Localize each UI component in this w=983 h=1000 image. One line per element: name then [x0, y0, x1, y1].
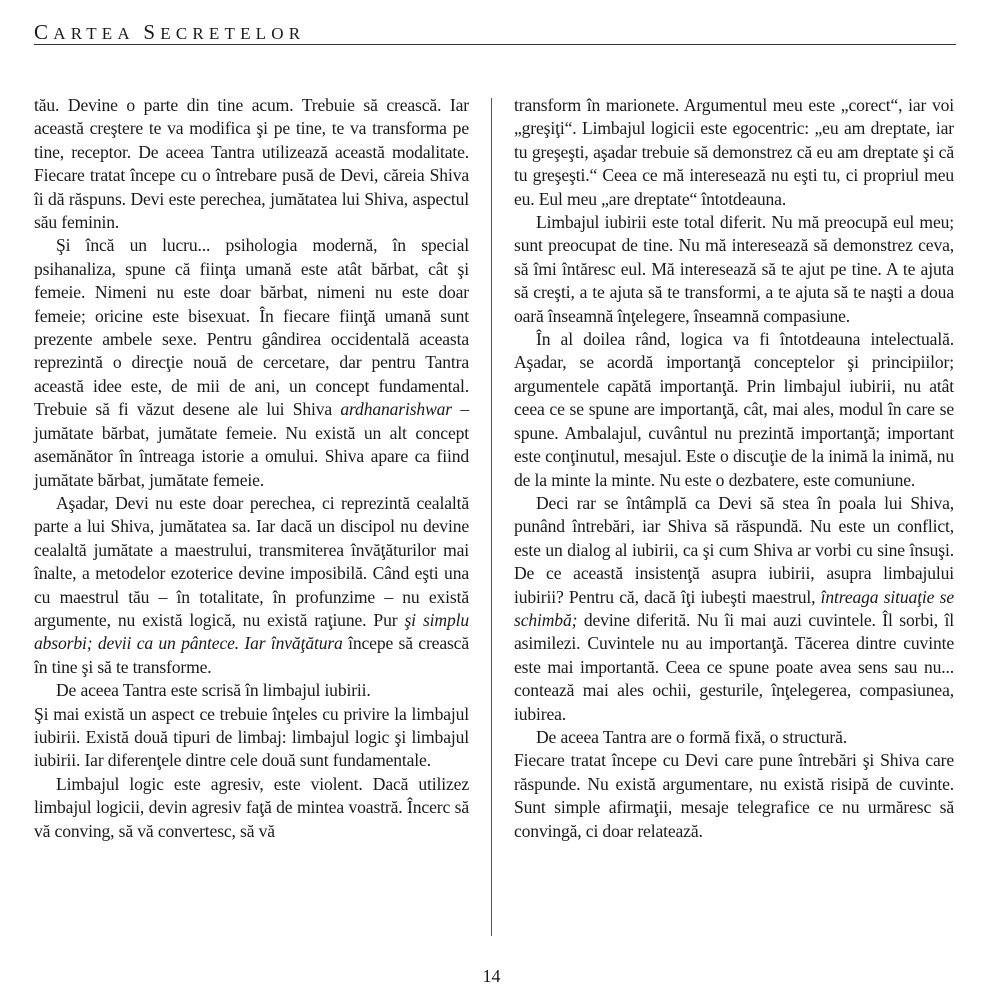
right-paragraph-2: Limbajul iubirii este total diferit. Nu mă preocupă eul meu; sunt preocupat de tine. Nu mă interesează să demonstrez ceva, să îmi întăresc eul. Mă interesează să te ajut pe tine. A te ajuta să creşti, a te ajuta să te transformi, a te ajuta să te naşti a doua oară înseamnă înţelegere, înseamnă compasiune. — [514, 212, 954, 326]
left-paragraph-2-text-a: Şi încă un lucru... psihologia modernă, în special psihanaliza, spune că fiinţa umană este atât bărbat, cât şi femeie. Nimeni nu este doar bărbat, nimeni nu este doar femeie; oricine este bisexuat. În fiecare fiinţă umană sunt prezente ambele sexe. Pentru gândirea occidentală aceasta reprezintă o direcţie nouă de cercetare, dar pentru Tantra această idee este, de mii de ani, un concept fundamental. Trebuie să fi văzut desene ale lui Shiva — [34, 235, 469, 420]
right-paragraph-1: transform în marionete. Argumentul meu este „corect“, iar voi „greşiţi“. Limbajul logicii este egocentric: „eu am dreptate, iar tu greşeşti, aşadar trebuie să demonstrez că eu am dreptate şi că tu greşeşti.“ Ceea ce mă interesează nu eşti tu, ci propriul meu eu. Eul meu „are dreptate“ întotdeauna. — [514, 95, 954, 209]
left-paragraph-2-text-b: – jumătate bărbat, jumătate femeie. Nu există un alt concept asemănător în întreaga istorie a omului. Shiva apare ca fiind jumătate bărbat, jumătate femeie. — [34, 399, 469, 490]
left-paragraph-3 — [34, 492, 469, 679]
page-number: 14 — [482, 966, 501, 986]
term-ardhanarishwar: ardhanarishwar — [340, 399, 452, 420]
running-head-initial-1: C — [34, 20, 54, 44]
left-column — [34, 94, 469, 843]
left-paragraph-5: Şi mai există un aspect ce trebuie înţeles cu privire la limbajul iubirii. Există două tipuri de limbaj: limbajul logic şi limbajul iubirii. Iar diferenţele dintre cele două sunt fundamentale. — [34, 703, 469, 771]
running-head — [34, 20, 964, 45]
column-divider — [491, 98, 492, 936]
right-paragraph-6: Fiecare tratat începe cu Devi care pune întrebări şi Shiva care răspunde. Nu există argumentare, nu există risipă de cuvinte. Sunt simple afirmaţii, mesaje telegrafice ce nu urmăresc să convingă, ci doar relatează. — [514, 750, 954, 841]
left-paragraph-3-emphasis: şi simplu absorbi; devii ca un pântece. Iar învăţătura — [34, 609, 469, 654]
running-head-word-1: ARTEA — [53, 24, 134, 43]
right-paragraph-5: De aceea Tantra are o formă fixă, o structură. — [536, 726, 847, 747]
right-paragraph-4-text-b: devine diferită. Nu îi mai auzi cuvintele. Îl sorbi, îl asimilezi. Cuvintele nu au importanţă. Tăcerea dintre cuvinte este mai importantă. Ceea ce spune poate avea sens sau nu... contează mai ales ochii, gesturile, înţelegerea, compasiunea, iubirea. — [514, 609, 954, 724]
right-paragraph-3: În al doilea rând, logica va fi întotdeauna intelectuală. Aşadar, se acordă importanţă conceptelor şi principiilor; argumentele capătă importanţă. Prin limbajul iubirii, nu atât ceea ce se spune are importanţă, cât, mai ales, modul în care se spune. Ambalajul, cuvântul nu prezintă importanţă; important este conţinutul, mesajul. Este o discuţie de la inimă la inimă, nu de la minte la minte. Nu este o dezbatere, este comuniune. — [514, 329, 954, 490]
right-paragraph-4 — [514, 492, 954, 726]
right-paragraph-4-emphasis: întreaga situaţie se schimbă; — [514, 586, 954, 630]
running-head-initial-2: S — [143, 20, 161, 44]
left-paragraph-4: De aceea Tantra este scrisă în limbajul iubirii. — [56, 680, 371, 701]
left-paragraph-1: tău. Devine o parte din tine acum. Trebuie să crească. Iar această creştere te va modifica şi pe tine, te va transforma pe tine, receptor. De aceea Tantra utilizează această modalitate. Fiecare tratat începe cu o întrebare pusă de Devi, căreia Shiva îi dă răspuns. Devi este perechea, jumătatea lui Shiva, aspectul său feminin. — [34, 95, 469, 233]
right-column — [514, 94, 954, 843]
left-paragraph-2 — [34, 234, 469, 491]
left-paragraph-3-text-a: Aşadar, Devi nu este doar perechea, ci reprezintă cealaltă parte a lui Shiva, jumătatea sa. Iar dacă un discipol nu devine cealaltă jumătate a maestrului, transmiterea învăţăturilor mai înalte, a metodelor ezoterice devine imposibilă. Când eşti una cu maestrul tău – în totalitate, în profunzime – nu există argumente, nu există logică, nu există raţiune. Pur — [34, 492, 469, 630]
right-paragraph-4-text-a: Deci rar se întâmplă ca Devi să stea în poala lui Shiva, punând întrebări, iar Shiva să răspundă. Nu este un conflict, este un dialog al iubirii, ca şi cum Shiva ar vorbi cu sine însuşi. De ce această insistenţă asupra iubirii, asupra limbajului iubirii? Pentru că, dacă îţi iubeşti maestrul, — [514, 492, 954, 607]
left-paragraph-3-text-b: începe să crească în tine şi să te transforme. — [34, 633, 469, 677]
left-paragraph-6: Limbajul logic este agresiv, este violent. Dacă utilizez limbajul logicii, devin agresiv faţă de mintea voastră. Încerc să vă conving, să vă convertesc, să vă — [34, 773, 469, 841]
running-head-word-2: ECRETELOR — [160, 24, 306, 43]
header-rule — [34, 44, 956, 45]
